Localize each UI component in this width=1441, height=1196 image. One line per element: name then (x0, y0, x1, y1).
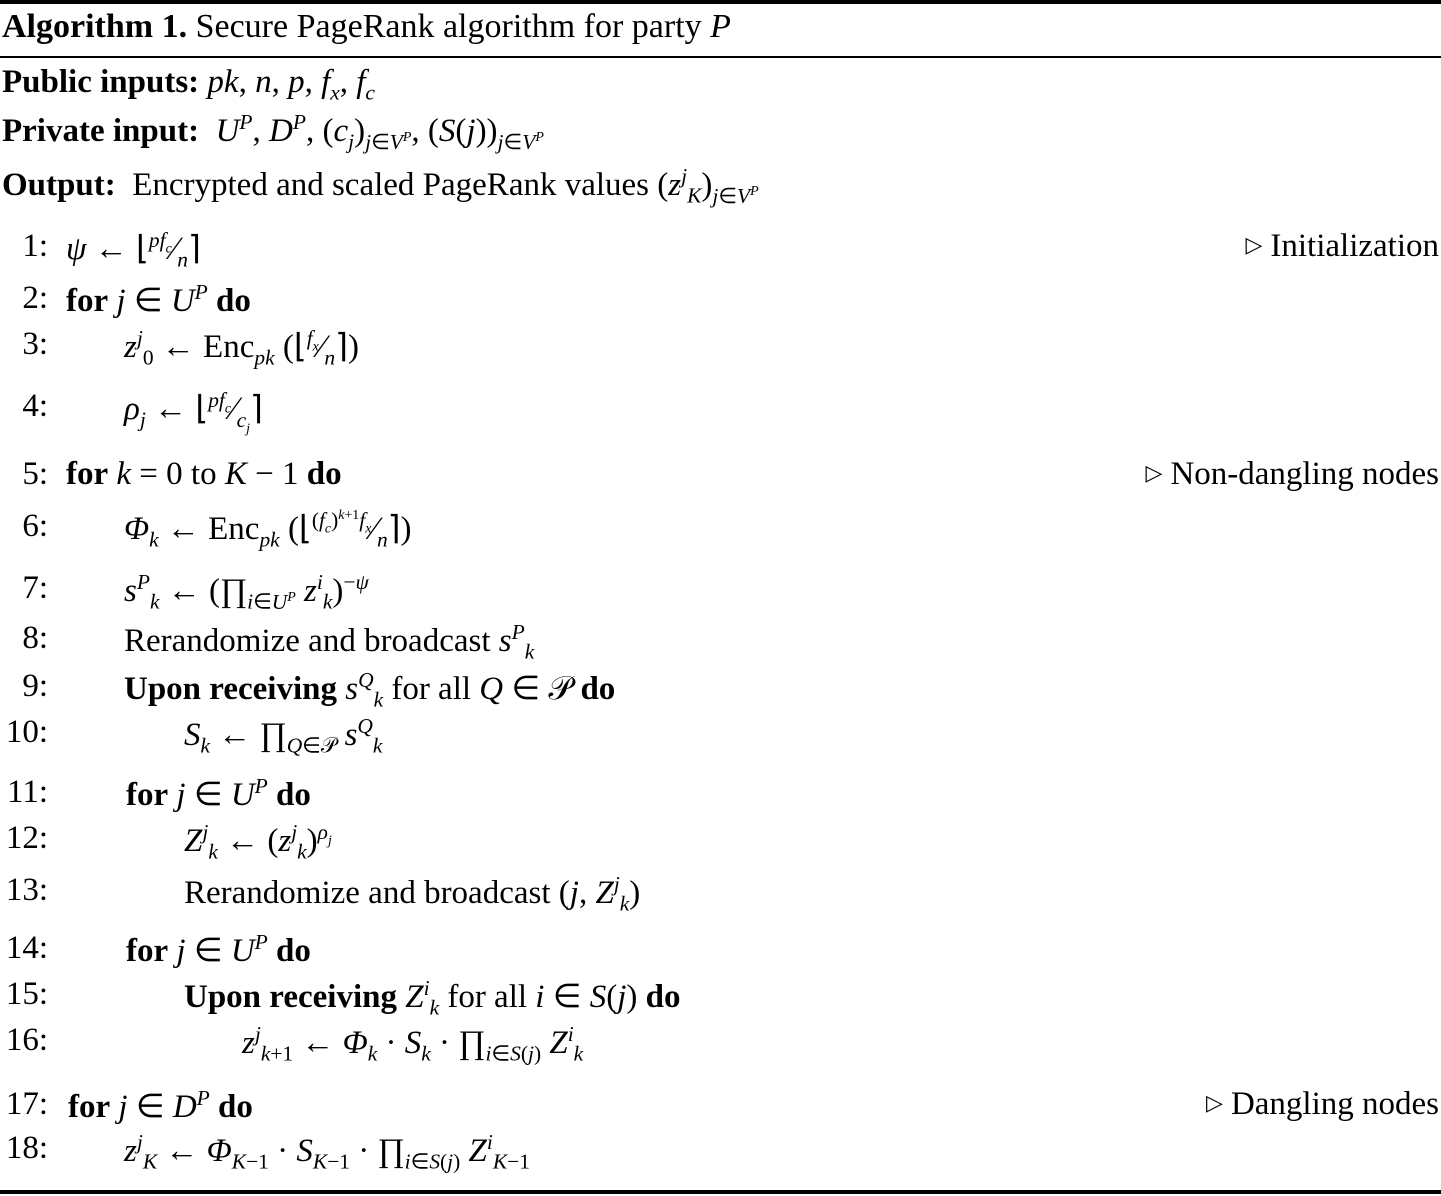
line-number: 1: (22, 228, 48, 264)
algorithm-caption (2, 8, 731, 46)
line-body: $Z^j_k$ ← $(z^j_k)^{\rho_j}$ (184, 820, 332, 864)
line-number: 14: (5, 930, 48, 966)
line-number: 6: (22, 508, 48, 544)
triangle-icon: ▷ (1206, 1090, 1223, 1115)
line-number: 15: (5, 976, 48, 1012)
line-body: $S_k$ ← $\prod_{Q\in 𝒫}$ $s^Q_k$ (184, 714, 383, 758)
output (2, 164, 759, 209)
line-number: 13: (5, 872, 48, 908)
line-body: for k = 0 to K − 1 do (66, 456, 342, 492)
caption-rule (0, 56, 1441, 58)
line-number: 5: (22, 456, 48, 492)
bottom-rule (0, 1190, 1441, 1194)
line-body: for j ∈ $U^P$ do (126, 930, 311, 969)
private-input-value: $U^P$, $D^P$, $(c_j)_{j\in V^P}$, $(S(j))_{j\in V^P}$ (215, 110, 544, 154)
comment-non-dangling (1146, 456, 1439, 493)
line-number: 2: (22, 280, 48, 316)
algorithm-title: Secure PageRank algorithm for party P (195, 8, 731, 45)
output-label: Output: (2, 167, 116, 203)
line-number: 10: (5, 714, 48, 750)
comment-text: Dangling nodes (1230, 1086, 1439, 1122)
line-number: 17: (5, 1086, 48, 1122)
line-number: 16: (5, 1022, 48, 1058)
algorithm-label: Algorithm 1. (2, 8, 188, 45)
line-number: 3: (22, 326, 48, 362)
line-number: 4: (22, 388, 48, 424)
private-input (2, 110, 544, 155)
line-body: $z^j_K$ ← $\Phi_{K-1} \cdot S_{K-1}$ · $\prod_{i\in S(j)}$ $Z^i_{K-1}$ (124, 1130, 530, 1174)
line-body: Rerandomize and broadcast $s^P_k$ (124, 620, 535, 664)
public-inputs (2, 64, 375, 106)
line-number: 8: (22, 620, 48, 656)
public-inputs-label: Public inputs: (2, 64, 200, 100)
line-body: ψ ← $⌊^{pf_c}⁄_n⌉$ (66, 228, 201, 272)
triangle-icon: ▷ (1145, 460, 1163, 485)
line-number: 7: (22, 570, 48, 606)
line-body: $z^j_0$ ← Enc$_{pk}$ $(⌊^{f_x}⁄_n⌉)$ (124, 326, 359, 370)
line-body: Upon receiving $s^Q_k$ for all Q ∈ 𝒫 do (124, 668, 616, 712)
comment-initialization (1245, 228, 1439, 265)
line-body: for j ∈ $D^P$ do (68, 1086, 253, 1125)
top-rule (0, 0, 1441, 4)
line-body: for j ∈ $U^P$ do (126, 774, 311, 813)
line-body: Rerandomize and broadcast (j, $Z^j_k$) (184, 872, 641, 916)
line-number: 11: (7, 774, 48, 810)
line-body: $\rho_j$ ← $⌊^{pf_c}⁄_{c_j}⌉$ (124, 388, 263, 436)
line-body: $z^j_{k+1}$ ← $\Phi_k \cdot S_k$ · $\prod_{i\in S(j)}$ $Z^i_k$ (242, 1022, 584, 1066)
comment-text: Non-dangling nodes (1170, 456, 1439, 492)
line-number: 9: (22, 668, 48, 704)
line-body: $s^P_k$ ← ($\prod_{i\in U^P}$ $z^i_k)^{-\psi}$ (124, 570, 369, 614)
line-number: 18: (5, 1130, 48, 1166)
comment-dangling (1206, 1086, 1439, 1123)
public-inputs-value: pk, n, p, $f_x$, $f_c$ (207, 64, 375, 105)
output-value: Encrypted and scaled PageRank values $(z^j_K)_{j\in V^P}$ (123, 164, 759, 208)
line-body: for j ∈ $U^P$ do (66, 280, 251, 319)
triangle-icon: ▷ (1245, 232, 1263, 257)
line-body: $\Phi_k$ ← Enc$_{pk}$ $(⌊^{(f_c)^{k+1}f_x}⁄_n⌉)$ (124, 508, 412, 552)
comment-text: Initialization (1270, 228, 1439, 264)
private-input-label: Private input: (2, 113, 200, 149)
line-number: 12: (5, 820, 48, 856)
line-body: Upon receiving $Z^i_k$ for all i ∈ S(j) do (184, 976, 681, 1020)
